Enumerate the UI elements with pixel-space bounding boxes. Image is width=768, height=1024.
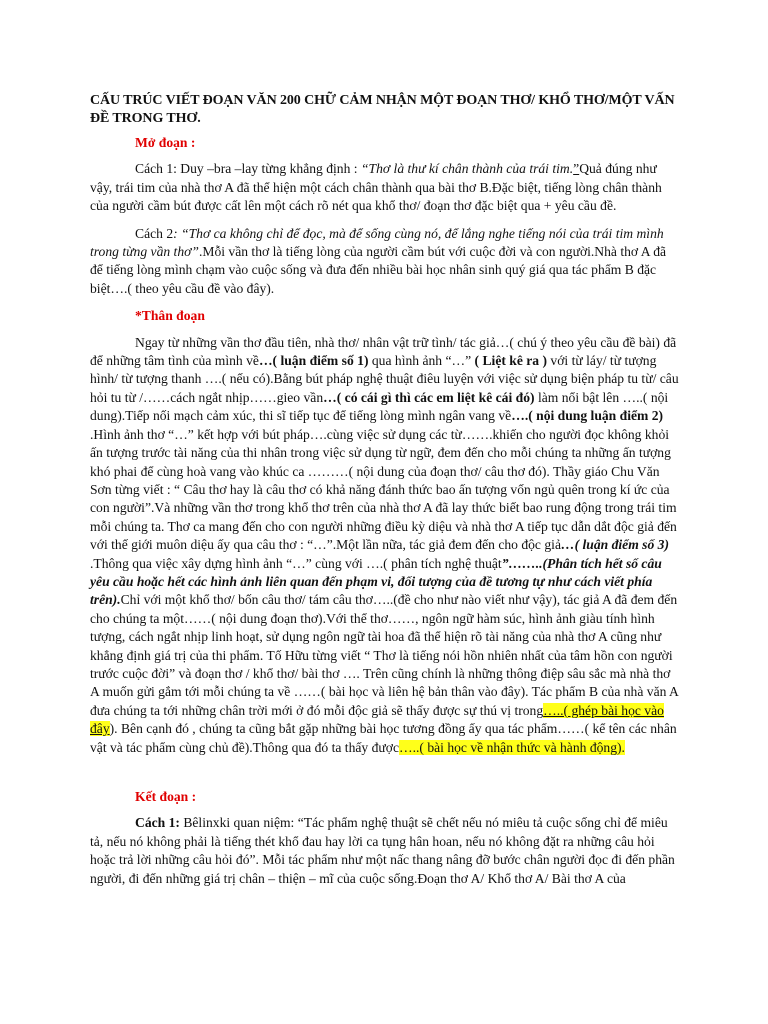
text-run: Chỉ với một khổ thơ/ bốn câu thơ/ tám câu thơ…..(đề cho như nào viết như vậy), tác giả A đã đem đến cho chúng ta một……( nội dung đoạn thơ).Với thể thơ……, ngôn ngữ hàm súc, hình ảnh giàu tính hình tượng, cách ngắt nhịp linh hoạt, sử dụng ngôn ngữ tài hoa đã thể hiện rõ tài năng của nhà thơ A cũng như khẳng định giá trị của thi phẩm. Tố Hữu từng viết “ Thơ là tiếng nói hồn nhiên nhất của tâm hồn con người trước cuộc đời” và đoạn thơ / khổ thơ/ bài thơ …. Trên cũng chính là những thông điệp sâu sắc mà nhà thơ A muốn gửi gắm tới mỗi chúng ta về ……( bài học và liên hệ bản thân vào đây). Tác phẩm B của nhà văn A đưa chúng ta tới những chân trời mới ở đó mỗi độc giả sẽ thấy được sự thú vị trong: [90, 592, 679, 718]
text-run: làm nổi bật lên …..( nội dung).Tiếp nối mạch cảm xúc, thi sĩ tiếp tục để tiếng lòng mình ngân vang về: [90, 389, 669, 424]
text-run: với từ láy/ từ tượng hình/ từ tượng thanh ….( nếu có).Bằng bút pháp nghệ thuật điêu luyện với việc sử dụng biện pháp tu từ/ câu hỏi tu từ /……cách ngắt nhịp……gieo vần: [90, 353, 679, 405]
bold-italic-run: …( luận điểm số 3): [560, 537, 669, 553]
quote-end: ”: [573, 161, 580, 177]
text-run: .Thông qua việc xây dựng hình ảnh “…” cùng với ….( phân tích nghệ thuật: [90, 555, 502, 571]
section-heading-mo-doan: Mở đoạn :: [135, 135, 196, 150]
bold-run: ….( nội dung luận điểm 2): [511, 408, 664, 424]
spacer: [90, 766, 682, 788]
section-heading-ket-doan: Kết đoạn :: [135, 789, 197, 804]
paragraph-mo-doan-cach-1: [90, 160, 682, 215]
text-run: qua hình ảnh “…”: [368, 353, 475, 369]
bold-run: ( Liệt kê ra ): [474, 353, 548, 369]
text-run: Quả đúng như vậy, trái tim của nhà thơ A đã thể hiện một cách chân thành qua bài thơ B.Đặc biệt, tiếng lòng chân thành của người cầm bút được cất lên một cách rõ nét qua khổ thơ/ đoạn thơ đặc biệt qua + yêu cầu đề.: [90, 161, 662, 214]
highlighted-run: …..( ghép bài học vào đây: [90, 702, 664, 737]
text-run: Cách 1: Duy –bra –lay từng khẳng định :: [135, 161, 361, 177]
text-run: Bêlinxki quan niệm: “Tác phẩm nghệ thuật sẽ chết nếu nó miêu tả cuộc sống chỉ để miêu tả, nếu nó không phải là tiếng thét khổ đau hay lời ca tụng hân hoan, nếu nó không đặt ra những câu hỏi hoặc trả lời những câu hỏi đó”. Mỗi tác phẩm như một nấc thang nâng đỡ bước chân người đọc đi đến phần người, đi đến những giá trị chân – thiện – mĩ của cuộc sống.Đoạn thơ A/ Khổ thơ A/ Bài thơ A của: [90, 815, 675, 886]
quote-text: : “Thơ ca không chỉ để đọc, mà để sống cùng nó, để lắng nghe tiếng nói của trái tim mình trong từng vần thơ”: [90, 225, 664, 260]
document-title: CẤU TRÚC VIẾT ĐOẠN VĂN 200 CHỮ CẢM NHẬN MỘT ĐOẠN THƠ/ KHỔ THƠ/MỘT VẤN ĐỀ TRONG THƠ.: [90, 93, 675, 126]
bold-run: …( có cái gì thì các em liệt kê cái đó): [323, 389, 535, 405]
text-run: .Mỗi vần thơ là tiếng lòng của người cầm bút với cuộc đời và con người.Nhà thơ A đã để tiếng lòng mình chạm vào cuộc sống và đưa đến nhiều bài học nhân sinh quý giá qua tác phẩm B đặc biệt….( theo yêu cầu đề vào đây).: [90, 244, 667, 296]
bold-italic-run: ”……..(Phân tích hết số câu yêu cầu hoặc hết các hình ảnh liên quan đến phạm vi, đối tượng của đề tương tự như cách viết phía trên).: [90, 555, 662, 608]
text-run: .Hình ảnh thơ “…” kết hợp với bút pháp….cùng việc sử dụng các từ…….khiến cho người đọc không khỏi ấn tượng trước tài năng của thi nhân trong việc sử dụng từ ngữ, đem đến cho mỗi chúng ta những ấn tượng khó phai để cùng hoà vang vào khúc ca ………( nội dung của đoạn thơ/ câu thơ đó). Thầy giáo Chu Văn Sơn từng viết : “ Câu thơ hay là câu thơ có khả năng đánh thức bao ấn tượng vốn ngủ quên trong kí ức của con người”.Và những vần thơ trong khổ thơ trên của nhà thơ A đã lay thức biết bao rung động trong trái tim mỗi chúng ta. Thơ ca mang đến cho con người những điều kỳ diệu và nhà thơ A tiếp tục dẫn dắt độc giả đến với thế giới muôn diệu ấy qua câu thơ : “…”.Một lần nữa, tác giả đem đến cho độc giả: [90, 426, 677, 553]
paragraph-mo-doan-cach-2: [90, 225, 682, 299]
paragraph-than-doan: [90, 334, 682, 757]
text-run: Ngay từ những vần thơ đầu tiên, nhà thơ/ nhân vật trữ tình/ tác giả…( chú ý theo yêu cầu đề bài) đã để những tâm tình của mình về: [90, 334, 677, 369]
text-run: Cách 2: [135, 225, 174, 241]
bold-run: …( luận điểm số 1): [258, 353, 369, 369]
quote-text: “Thơ là thư kí chân thành của trái tim.: [360, 161, 574, 177]
section-heading-than-doan: *Thân đoạn: [135, 308, 205, 324]
highlighted-run: …..( bài học về nhận thức và hành động).: [399, 739, 625, 755]
bold-label: Cách 1:: [135, 815, 180, 831]
text-run: ). Bên cạnh đó , chúng ta cũng bắt gặp những bài học tương đồng ấy qua tác phẩm……( kể tên các nhân vật và tác phẩm cùng chủ đề).Thông qua đó ta thấy được: [90, 721, 677, 755]
paragraph-ket-doan-cach-1: [90, 814, 682, 888]
